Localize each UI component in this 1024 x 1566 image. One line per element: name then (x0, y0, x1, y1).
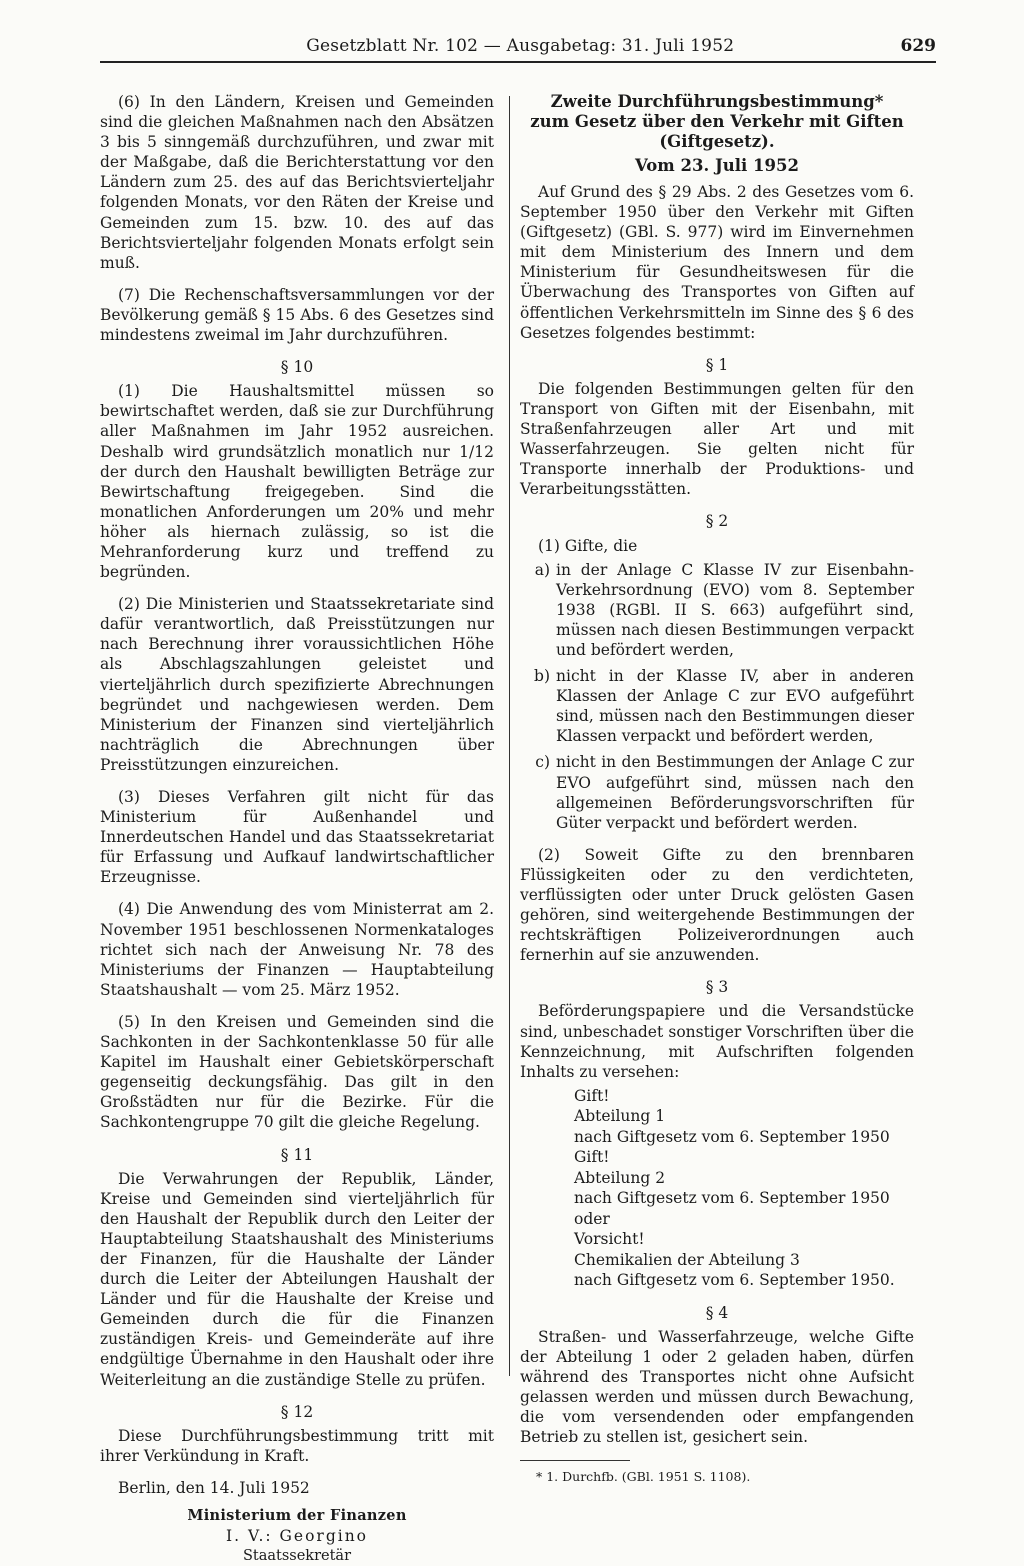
inscription-line: Abteilung 2 (574, 1168, 666, 1187)
signer-role: Staatssekretär (242, 1548, 352, 1565)
section-10-heading: § 10 (280, 358, 314, 377)
paragraph-s1: Die folgenden Bestimmungen gelten für den Transport von Giften mit der Eisenbahn, mit Straßenfahrzeugen aller Art und mit Wasserfahrzeugen. Sie gelten nicht für Transporte innerhalb der Produktions- und Verarbeitungsstätten. (520, 379, 914, 499)
list-item-text: nicht in der Klasse IV, aber in anderen Klassen der Anlage C zur EVO aufgeführt sind, müssen nach den Bestimmungen dieser Klassen verpackt und befördert werden, (556, 667, 914, 746)
regulation-title-line1: Zweite Durchführungsbestimmung* (550, 92, 884, 111)
paragraph-s9-7: (7) Die Rechenschaftsversammlungen vor der Bevölkerung gemäß § 15 Abs. 6 des Gesetzes sind mindestens zweimal im Jahr durchzuführen. (100, 285, 494, 345)
paragraph-s10-1: (1) Die Haushaltsmittel müssen so bewirtschaftet werden, daß sie zur Durchführung aller Maßnahmen im Jahr 1952 ausreichen. Deshalb wird grundsätzlich monatlich nur 1/12 der durch den Haushalt bewilligten Beträge zur Bewirtschaftung freigegeben. Sind die monatlichen Anforderungen um 20% und mehr höher als hiernach zulässig, so ist die Mehranforderung kurz und treffend zu begründen. (100, 382, 494, 582)
inscription-line: Gift! (574, 1086, 610, 1105)
inscription-line: nach Giftgesetz vom 6. September 1950 (574, 1189, 890, 1208)
regulation-title-line2: zum Gesetz über den Verkehr mit Giften (530, 112, 904, 131)
paragraph-intro: Auf Grund des § 29 Abs. 2 des Gesetzes vom 6. September 1950 über den Verkehr mit Giften (Giftgesetz) (GBl. S. 977) wird im Einvernehmen mit dem Ministerium des Innern und dem Ministerium für Gesundheitswesen für die Überwachung des Transportes von Giften auf öffentlichen Verkehrsmitteln im Sinne des § 6 des Gesetzes folgendes bestimmt: (520, 183, 914, 342)
inscription-line: Gift! (574, 1148, 610, 1167)
list-item-text: in der Anlage C Klasse IV zur Eisenbahn-Verkehrsordnung (EVO) vom 8. September 1938 (RGBl. II S. 663) aufgeführt sind, müssen nach diesen Bestimmungen verpackt und befördert werden, (556, 560, 914, 659)
left-column (100, 92, 494, 1566)
paragraph-s10-4: (4) Die Anwendung des vom Ministerrat am 2. November 1951 beschlossenen Normenkataloges richtet sich nach der Anweisung Nr. 78 des Ministeriums der Finanzen — Hauptabteilung Staatshaushalt — vom 25. März 1952. (100, 900, 494, 999)
paragraph-s11: Die Verwahrungen der Republik, Länder, Kreise und Gemeinden sind vierteljährlich für den Haushalt der Republik durch den Leiter der Hauptabteilung Staatshaushalt des Ministeriums der Finanzen, für die Haushalte der Länder durch die Leiter der Abteilungen Haushalt der Länder und für die Haushalte der Kreise und Gemeinden durch die für die Finanzen zuständigen Kreis- und Gemeinderäte auf ihre endgültige Übernahme in den Haushalt oder ihre Weiterleitung an die zuständige Stelle zu prüfen. (100, 1169, 494, 1389)
list-item (520, 560, 914, 660)
regulation-title-line3: (Giftgesetz). (659, 132, 775, 151)
footnote-rule (520, 1460, 630, 1467)
section-11-heading: § 11 (280, 1145, 314, 1164)
list-item-label: c) (535, 753, 550, 772)
regulation-date: Vom 23. Juli 1952 (635, 156, 799, 175)
paragraph-s10-2: (2) Die Ministerien und Staatssekretariate sind dafür verantwortlich, daß Preisstützungen nur nach Berechnung ihrer voraussichtlichen Höhe als Abschlagszahlungen geleistet und vierteljährlich durch spezifizierte Abrechnungen begründet und nachgewiesen werden. Dem Ministerium der Finanzen sind vierteljährlich nachträglich die Abrechnungen über Preisstützungen einzureichen. (100, 595, 494, 774)
list-item-text: nicht in den Bestimmungen der Anlage C zur EVO aufgeführt sind, müssen nach den allgemeinen Beförderungsvorschriften für Güter verpackt und befördert werden. (556, 753, 914, 832)
footnote: * 1. Durchfb. (GBl. 1951 S. 1108). (536, 1468, 751, 1484)
paragraph-s4: Straßen- und Wasserfahrzeuge, welche Gifte der Abteilung 1 oder 2 geladen haben, dürfen während des Transportes nicht ohne Aufsicht gelassen werden und müssen durch Bewachung, die vom versendenden oder empfangenden Betrieb zu stellen ist, gesichert sein. (520, 1327, 914, 1447)
section-2-heading: § 2 (705, 512, 729, 531)
paragraph-s10-5: (5) In den Kreisen und Gemeinden sind die Sachkonten in der Sachkontenklasse 50 für alle Kapitel im Haushalt einer Gebietskörperschaft gegenseitig deckungsfähig. Das gilt in den Großstädten nur für die Bezirke. Für die Sachkontengruppe 70 gilt die gleiche Regelung. (100, 1012, 494, 1132)
label-inscriptions (574, 1086, 914, 1291)
section-12-heading: § 12 (280, 1402, 314, 1421)
list-item (520, 666, 914, 746)
section-4-heading: § 4 (705, 1303, 729, 1322)
page-number: 629 (900, 36, 936, 56)
paragraph-s2-lead: (1) Gifte, die (538, 536, 638, 555)
inscription-line: oder (574, 1209, 610, 1228)
paragraph-s2-2: (2) Soweit Gifte zu den brennbaren Flüssigkeiten oder zu den verdichteten, verflüssigten oder unter Druck gelösten Gasen gehören, sind weitergehende Bestimmungen der rechtskräftigen Polizeiverordnungen auch fernerhin auf sie anzuwenden. (520, 845, 914, 965)
list-item (520, 752, 914, 832)
section-3-heading: § 3 (705, 978, 729, 997)
signature-block (100, 1478, 494, 1566)
inscription-line: Abteilung 1 (574, 1107, 666, 1126)
section-1-heading: § 1 (705, 355, 729, 374)
signer-name: I. V.: Georgino (225, 1527, 369, 1546)
inscription-line: Vorsicht! (574, 1230, 645, 1249)
inscription-line: nach Giftgesetz vom 6. September 1950 (574, 1127, 890, 1146)
page-header (100, 36, 936, 63)
paragraph-s9-6: (6) In den Ländern, Kreisen und Gemeinden sind die gleichen Maßnahmen nach den Absätzen 3 bis 5 sinngemäß durchzuführen, und zwar mit der Maßgabe, daß die Berichterstattung vor den Ländern zum 25. des auf das Berichtsvierteljahr folgenden Monats, vor den Räten der Kreise und Gemeinden zum 15. bzw. 10. des auf das Berichtsvierteljahr folgenden Monats erfolgt sein muß. (100, 93, 494, 272)
list-item-label: b) (534, 667, 550, 686)
column-divider (509, 96, 510, 1376)
paragraph-s12: Diese Durchführungsbestimmung tritt mit ihrer Verkündung in Kraft. (100, 1426, 494, 1465)
right-column (520, 92, 914, 1487)
place-date: Berlin, den 14. Juli 1952 (118, 1478, 310, 1497)
header-title: Gesetzblatt Nr. 102 — Ausgabetag: 31. Juli 1952 (306, 36, 735, 56)
paragraph-s3: Beförderungspapiere und die Versandstücke sind, unbeschadet sonstiger Vorschriften über die Kennzeichnung, mit Aufschriften folgenden Inhalts zu versehen: (520, 1002, 914, 1081)
list-item-label: a) (534, 560, 550, 579)
inscription-line: Chemikalien der Abteilung 3 (574, 1250, 800, 1269)
inscription-line: nach Giftgesetz vom 6. September 1950. (574, 1271, 895, 1290)
paragraph-s10-3: (3) Dieses Verfahren gilt nicht für das Ministerium für Außenhandel und Innerdeutschen Handel und das Staatssekretariat für Erfassung und Aufkauf landwirtschaftlicher Erzeugnisse. (100, 788, 494, 887)
signing-ministry: Ministerium der Finanzen (187, 1507, 407, 1524)
